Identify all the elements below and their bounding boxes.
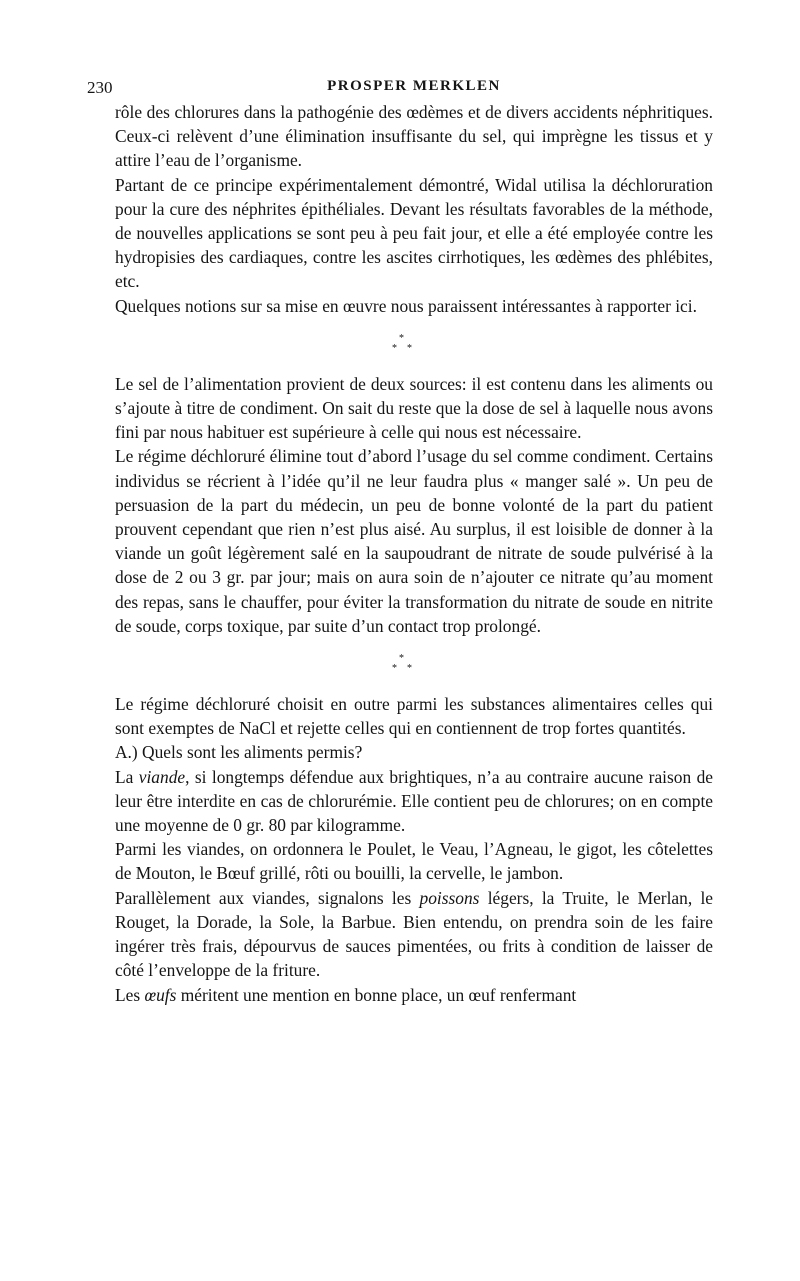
emphasis-oeufs: œufs [144, 984, 177, 1005]
paragraph-regime-condiment: Le régime déchloruré élimine tout d’abord l’usage du sel comme condiment. Certains individus se récrient à l’idée qu’il ne leur faudra plus « manger salé ». Un peu de persuasion de la part du médecin, un peu de bonne volonté de la part du patient prouvent cependant que rien n’est plus aisé. Au surplus, il est loisible de donner à la viande un goût légèrement salé en la saupoudrant de nitrate de soude pulvérisé à la dose de 2 ou 3 gr. par jour; mais on aura soin de n’ajouter ce nitrate qu’au moment des repas, sans le chauffer, pour éviter la transformation du nitrate de soude en nitrite de soude, corps toxique, par suite d’un contact trop prolongé. [115, 446, 713, 636]
text-run: légers, la Truite, le Merlan, le Rouget, la Dorade, la Sole, la Barbue. Bien entendu, on prendra soin de les faire ingérer très frais, dépourvus de sauces pimentées, ou frits à condition de laisser de côté l’enveloppe de la friture. [115, 887, 713, 981]
emphasis-poissons: poissons [419, 887, 480, 908]
asterism-star: * [399, 653, 404, 665]
subheading-aliments-permis: A.) Quels sont les aliments permis? [115, 742, 363, 763]
page-header [87, 70, 713, 100]
paragraph-oeufs [115, 983, 713, 1007]
asterism-star: * [399, 332, 404, 344]
text-run: La [115, 766, 139, 787]
book-page [87, 70, 713, 1007]
paragraph-poissons [115, 886, 713, 983]
paragraph-chlorures: rôle des chlorures dans la pathogénie des œdèmes et de divers accidents néphritiques. Ceux-ci relèvent d’une élimination insuffisante du sel, qui imprègne les tissus et y attire l’eau de l’organisme. [115, 102, 713, 171]
paragraph-sources-sel: Le sel de l’alimentation provient de deux sources: il est contenu dans les aliments ou s’ajoute à titre de condiment. On sait du reste que la dose de sel à laquelle nous avons fini par nous habituer est supérieure à celle qui nous est nécessaire. [115, 373, 713, 443]
asterism-star: * [407, 342, 412, 354]
text-run: , si longtemps défendue aux brightiques, n’a au contraire aucune raison de leur être interdite en cas de chlorurémie. Elle contient peu de chlorures; on en compte une moyenne de 0 gr. 80 par kilogramme. [115, 766, 713, 836]
asterism-star: * [392, 342, 397, 354]
asterism-star: * [392, 663, 397, 675]
section-asterism-2 [115, 638, 713, 692]
text-run: Parallèlement aux viandes, signalons les [115, 887, 420, 908]
text-run: Les [115, 984, 145, 1005]
paragraph-substances: Le régime déchloruré choisit en outre parmi les substances alimentaires celles qui sont exemptes de NaCl et rejette celles qui en contiennent de trop fortes quantités. [115, 694, 713, 739]
paragraph-viandes-liste: Parmi les viandes, on ordonnera le Poulet, le Veau, l’Agneau, le gigot, les côtelettes de Mouton, le Bœuf grillé, rôti ou bouilli, la cervelle, le jambon. [115, 839, 713, 884]
paragraph-notions: Quelques notions sur sa mise en œuvre nous paraissent intéressantes à rapporter ici. [115, 295, 697, 316]
paragraph-viande [115, 765, 713, 838]
section-asterism-1 [115, 318, 713, 372]
running-title: PROSPER MERKLEN [327, 78, 501, 94]
asterism-star: * [407, 663, 412, 675]
text-run: méritent une mention en bonne place, un œuf renfermant [176, 984, 577, 1005]
page-number: 230 [87, 78, 113, 97]
emphasis-viande: viande [138, 766, 186, 787]
paragraph-widal: Partant de ce principe expérimentalement démontré, Widal utilisa la déchloruration pour la cure des néphrites épithéliales. Devant les résultats favorables de la méthode, de nouvelles applications se sont peu à peu fait jour, et elle a été employée contre les hydropisies des cardiaques, contre les ascites cirrhotiques, les œdèmes des phlébites, etc. [115, 174, 713, 292]
